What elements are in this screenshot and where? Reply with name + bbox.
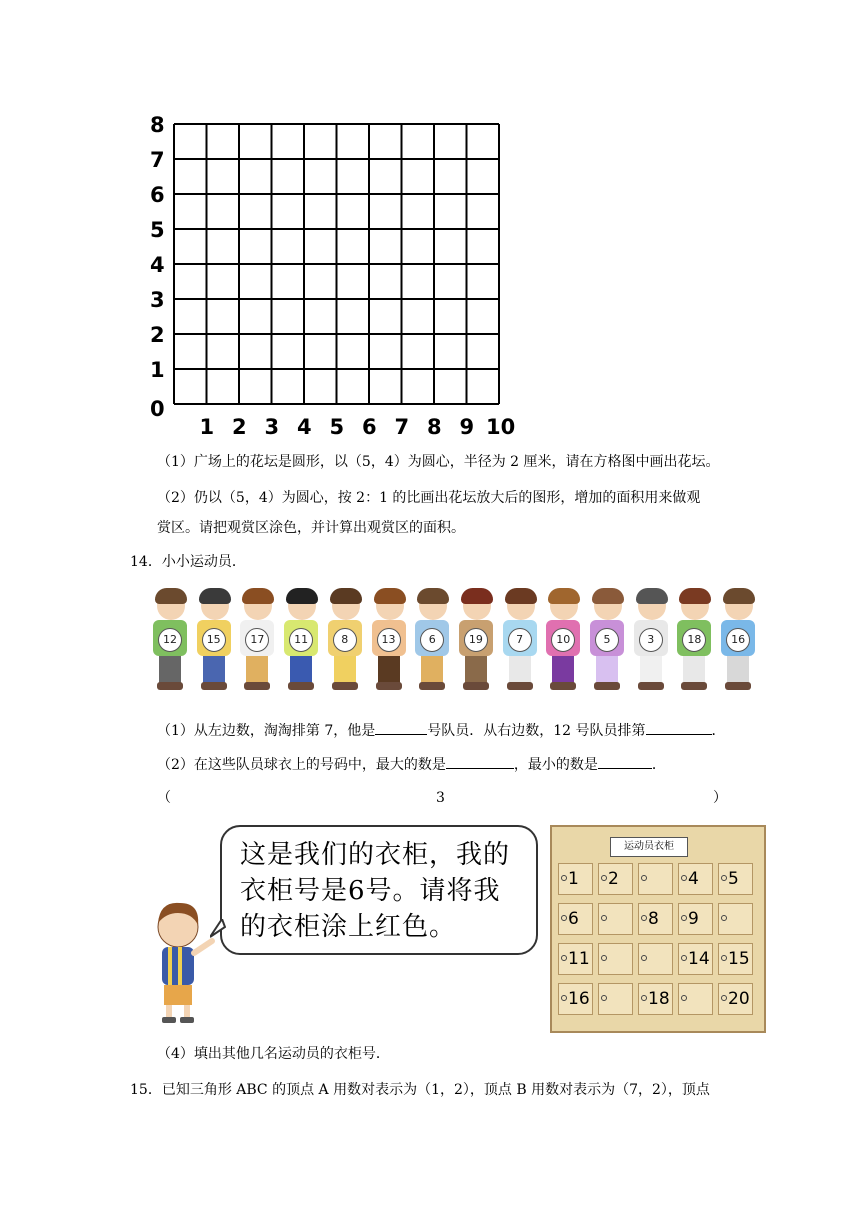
x-axis-label: 10 xyxy=(486,415,516,438)
athlete-hair xyxy=(548,588,580,604)
athlete-shoes xyxy=(550,682,576,690)
locker-handle-icon xyxy=(681,875,687,881)
athlete-hair xyxy=(505,588,537,604)
athlete-shoes xyxy=(725,682,751,690)
jersey-number: 3 xyxy=(639,628,663,652)
locker-number: 5 xyxy=(728,869,739,889)
athlete xyxy=(412,588,452,694)
jersey-number: 12 xyxy=(158,628,182,652)
x-axis-label: 7 xyxy=(394,415,410,438)
locker-scene xyxy=(148,823,766,1029)
athlete-hair xyxy=(592,588,624,604)
locker[interactable] xyxy=(638,863,673,895)
y-axis-label: 1 xyxy=(150,358,165,382)
q13-part2-line1: （2）仍以（5，4）为圆心，按 2：1 的比画出花坛放大后的图形，增加的面积用来做观 xyxy=(157,490,701,506)
athlete-hair xyxy=(199,588,231,604)
locker-handle-icon xyxy=(601,955,607,961)
locker-handle-icon xyxy=(681,955,687,961)
athlete-hair xyxy=(286,588,318,604)
athlete-hair xyxy=(242,588,274,604)
athlete-legs xyxy=(596,656,618,684)
locker-number: 16 xyxy=(568,989,590,1009)
locker[interactable] xyxy=(638,983,673,1015)
athlete xyxy=(456,588,496,694)
athlete-legs xyxy=(683,656,705,684)
locker[interactable] xyxy=(718,903,753,935)
athlete-shoes xyxy=(376,682,402,690)
x-axis-labels xyxy=(200,415,516,438)
jersey-number: 18 xyxy=(682,628,706,652)
locker-handle-icon xyxy=(641,875,647,881)
locker[interactable] xyxy=(718,943,753,975)
jersey-number: 19 xyxy=(464,628,488,652)
locker-number: 9 xyxy=(688,909,699,929)
athlete-legs xyxy=(378,656,400,684)
q14-part3-close: ） xyxy=(713,790,727,806)
locker-number: 14 xyxy=(688,949,710,969)
locker[interactable] xyxy=(598,903,633,935)
locker[interactable] xyxy=(558,863,593,895)
locker[interactable] xyxy=(558,943,593,975)
q14-part1 xyxy=(157,720,726,741)
locker[interactable] xyxy=(638,903,673,935)
locker-handle-icon xyxy=(681,995,687,1001)
q14-part2 xyxy=(157,754,666,775)
locker-handle-icon xyxy=(561,915,567,921)
jersey-number: 13 xyxy=(377,628,401,652)
athlete-legs xyxy=(159,656,181,684)
locker-handle-icon xyxy=(721,955,727,961)
jersey-number: 8 xyxy=(333,628,357,652)
locker-handle-icon xyxy=(561,955,567,961)
jersey-number: 11 xyxy=(289,628,313,652)
y-axis-label: 5 xyxy=(150,218,165,242)
jersey-number: 15 xyxy=(202,628,226,652)
locker-handle-icon xyxy=(601,915,607,921)
athlete xyxy=(325,588,365,694)
athlete-hair xyxy=(679,588,711,604)
locker[interactable] xyxy=(598,943,633,975)
origin-label: 0 xyxy=(150,397,165,421)
athlete-hair xyxy=(417,588,449,604)
locker[interactable] xyxy=(678,903,713,935)
athlete xyxy=(543,588,583,694)
x-axis-label: 8 xyxy=(427,415,442,438)
locker[interactable] xyxy=(678,863,713,895)
athlete-shoes xyxy=(594,682,620,690)
locker[interactable] xyxy=(558,983,593,1015)
athlete-shoes xyxy=(157,682,183,690)
athlete-shoes xyxy=(638,682,664,690)
athlete-hair xyxy=(155,588,187,604)
answer-blank[interactable] xyxy=(375,720,427,735)
boy-illustration xyxy=(148,891,228,1027)
locker-number: 4 xyxy=(688,869,699,889)
q15-text: 15．已知三角形 ABC 的顶点 A 用数对表示为（1，2），顶点 B 用数对表示为（7，2），顶点 xyxy=(130,1082,710,1098)
x-axis-label: 6 xyxy=(362,415,377,438)
locker-number: 15 xyxy=(728,949,750,969)
athlete xyxy=(631,588,671,694)
athlete-hair xyxy=(636,588,668,604)
x-axis-label: 1 xyxy=(199,415,215,438)
q14-part1-text-c: ． xyxy=(711,723,726,739)
speech-bubble xyxy=(220,825,538,955)
locker-number: 11 xyxy=(568,949,590,969)
x-axis-label: 4 xyxy=(297,415,312,438)
athlete xyxy=(281,588,321,694)
locker[interactable] xyxy=(718,983,753,1015)
q14-part3-number: 3 xyxy=(436,790,445,806)
athlete-hair xyxy=(330,588,362,604)
athlete-legs xyxy=(509,656,531,684)
jersey-number: 6 xyxy=(420,628,444,652)
grid-lines xyxy=(174,124,499,404)
locker[interactable] xyxy=(598,863,633,895)
answer-blank[interactable] xyxy=(646,720,712,735)
jersey-number: 10 xyxy=(551,628,575,652)
answer-blank[interactable] xyxy=(598,754,652,769)
athlete xyxy=(194,588,234,694)
jersey-number: 17 xyxy=(245,628,269,652)
locker-handle-icon xyxy=(721,915,727,921)
x-axis-label: 3 xyxy=(264,415,280,438)
locker-handle-icon xyxy=(561,875,567,881)
athlete-legs xyxy=(552,656,574,684)
athlete xyxy=(718,588,758,694)
y-axis-label: 8 xyxy=(150,113,165,137)
athlete-legs xyxy=(421,656,443,684)
q14-part1-text-a: （1）从左边数，淘淘排第 7，他是 xyxy=(157,723,376,739)
athlete-shoes xyxy=(419,682,445,690)
q13-part1: （1）广场上的花坛是圆形，以（5，4）为圆心，半径为 2 厘米，请在方格图中画出花坛。 xyxy=(157,454,720,470)
locker-handle-icon xyxy=(561,995,567,1001)
athlete-shoes xyxy=(507,682,533,690)
x-axis-label: 5 xyxy=(329,415,345,438)
speech-text: 这是我们的衣柜，我的衣柜号是6号。请将我的衣柜涂上红色。 xyxy=(240,840,511,942)
cabinet-sign: 运动员衣柜 xyxy=(610,837,688,857)
locker[interactable] xyxy=(678,983,713,1015)
q14-part2-text-b: ，最小的数是 xyxy=(513,757,598,773)
q13-part2-line2: 赏区。请把观赏区涂色，并计算出观赏区的面积。 xyxy=(157,520,465,536)
locker-number: 6 xyxy=(568,909,579,929)
locker-handle-icon xyxy=(641,915,647,921)
athlete xyxy=(237,588,277,694)
athlete-shoes xyxy=(681,682,707,690)
athlete-legs xyxy=(727,656,749,684)
locker-handle-icon xyxy=(721,995,727,1001)
locker[interactable] xyxy=(678,943,713,975)
athlete xyxy=(500,588,540,694)
locker-number: 18 xyxy=(648,989,670,1009)
jersey-number: 7 xyxy=(508,628,532,652)
athlete xyxy=(369,588,409,694)
locker-handle-icon xyxy=(601,875,607,881)
athlete-legs xyxy=(290,656,312,684)
y-axis-labels xyxy=(150,113,165,382)
y-axis-label: 7 xyxy=(150,148,165,172)
athlete-shoes xyxy=(244,682,270,690)
athlete-legs xyxy=(334,656,356,684)
coordinate-grid xyxy=(140,108,520,438)
athlete-legs xyxy=(246,656,268,684)
athlete xyxy=(587,588,627,694)
locker-handle-icon xyxy=(681,915,687,921)
athlete-legs xyxy=(640,656,662,684)
athlete-legs xyxy=(203,656,225,684)
athletes-illustration xyxy=(150,588,762,698)
locker-handle-icon xyxy=(641,995,647,1001)
athlete xyxy=(150,588,190,694)
locker-number: 1 xyxy=(568,869,579,889)
athlete-shoes xyxy=(288,682,314,690)
bubble-tail xyxy=(210,919,226,939)
locker-handle-icon xyxy=(721,875,727,881)
locker-handle-icon xyxy=(601,995,607,1001)
athlete-hair xyxy=(374,588,406,604)
y-axis-label: 2 xyxy=(150,323,165,347)
locker-cabinet xyxy=(550,825,766,1033)
q14-part2-text-a: （2）在这些队员球衣上的号码中，最大的数是 xyxy=(157,757,446,773)
jersey-number: 16 xyxy=(726,628,750,652)
x-axis-label: 2 xyxy=(232,415,247,438)
x-axis-label: 9 xyxy=(459,415,475,438)
locker-handle-icon xyxy=(641,955,647,961)
q14-part2-text-c: ． xyxy=(651,757,666,773)
athlete-shoes xyxy=(463,682,489,690)
q14-title: 14．小小运动员． xyxy=(130,554,246,570)
athlete-shoes xyxy=(332,682,358,690)
locker[interactable] xyxy=(718,863,753,895)
locker[interactable] xyxy=(598,983,633,1015)
athlete-legs xyxy=(465,656,487,684)
athlete-hair xyxy=(461,588,493,604)
locker[interactable] xyxy=(558,903,593,935)
y-axis-label: 4 xyxy=(150,253,165,277)
jersey-number: 5 xyxy=(595,628,619,652)
y-axis-label: 3 xyxy=(150,288,165,312)
locker-number: 2 xyxy=(608,869,619,889)
athlete-hair xyxy=(723,588,755,604)
athlete-shoes xyxy=(201,682,227,690)
answer-blank[interactable] xyxy=(446,754,514,769)
locker-number: 8 xyxy=(648,909,659,929)
y-axis-label: 6 xyxy=(150,183,165,207)
q14-part1-text-b: 号队员．从右边数，12 号队员排第 xyxy=(427,723,646,739)
locker[interactable] xyxy=(638,943,673,975)
q14-part3-open: （ xyxy=(157,790,171,806)
athlete xyxy=(674,588,714,694)
locker-number: 20 xyxy=(728,989,750,1009)
q14-part4: （4）填出其他几名运动员的衣柜号． xyxy=(157,1046,390,1062)
